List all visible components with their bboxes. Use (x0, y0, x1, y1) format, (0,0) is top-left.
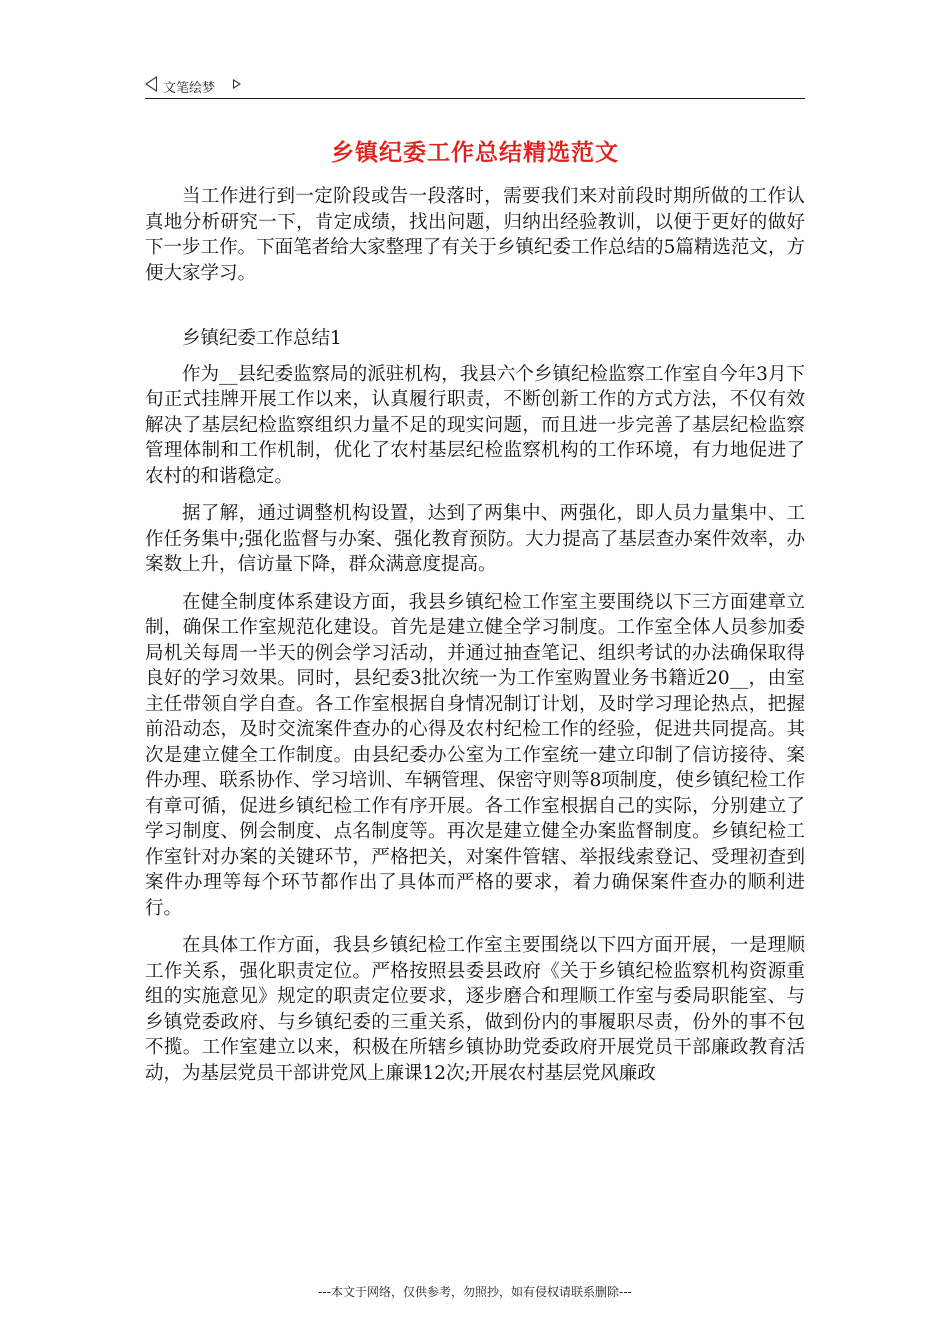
page-footer: ---本文于网络，仅供参考，勿照抄，如有侵权请联系删除--- (318, 1285, 632, 1299)
document-body (145, 184, 805, 1098)
triangle-left-icon (145, 76, 157, 92)
body-paragraph: 据了解，通过调整机构设置，达到了两集中、两强化，即人员力量集中、工作任务集中;强化监督与办案、强化教育预防。大力提高了基层查办案件效率，办案数上升，信访量下降，群众满意度提高。 (145, 503, 805, 575)
body-paragraph: 在具体工作方面，我县乡镇纪检工作室主要围绕以下四方面开展，一是理顺工作关系，强化职责定位。严格按照县委县政府《关于乡镇纪检监察机构资源重组的实施意见》规定的职责定位要求，逐步磨合和理顺工作室与委局职能室、与乡镇党委政府、与乡镇纪委的三重关系，做到份内的事履职尽责，份外的事不包不揽。工作室建立以来，积极在所辖乡镇协助党委政府开展党员干部廉政教育活动，为基层党员干部讲党风上廉课12次;开展农村基层党风廉政 (145, 935, 805, 1084)
body-paragraph: 在健全制度体系建设方面，我县乡镇纪检工作室主要围绕以下三方面建章立制，确保工作室规范化建设。首先是建立健全学习制度。工作室全体人员参加委局机关每周一半天的例会学习活动，并通过抽查笔记、组织考试的办法确保取得良好的学习效果。同时，县纪委3批次统一为工作室购置业务书籍近20__，由室主任带领自学自查。各工作室根据自身情况制订计划，及时学习理论热点，把握前沿动态，及时交流案件查办的心得及农村纪检工作的经验，促进共同提高。其次是建立健全工作制度。由县纪委办公室为工作室统一建立印制了信访接待、案件办理、联系协作、学习培训、车辆管理、保密守则等8项制度，使乡镇纪检工作有章可循，促进乡镇纪检工作有序开展。各工作室根据自己的实际，分别建立了学习制度、例会制度、点名制度等。再次是建立健全办案监督制度。乡镇纪检工作室针对办案的关键环节，严格把关，对案件管辖、举报线索登记、受理初查到案件办理等每个环节都作出了具体而严格的要求，着力确保案件查办的顺利进行。 (145, 591, 805, 919)
body-paragraph: 作为__县纪委监察局的派驻机构，我县六个乡镇纪检监察工作室自今年3月下旬正式挂牌开展工作以来，认真履行职责，不断创新工作的方式方法，不仅有效解决了基层纪检监察组织力量不足的现实问题，而且进一步完善了基层纪检监察管理体制和工作机制，优化了农村基层纪检监察机构的工作环境，有力地促进了农村的和谐稳定。 (145, 363, 805, 487)
document-title: 乡镇纪委工作总结精选范文 (331, 140, 619, 166)
section-heading: 乡镇纪委工作总结1 (182, 328, 342, 349)
header-brand: 文笔绘梦 (163, 81, 216, 96)
intro-paragraph: 当工作进行到一定阶段或告一段落时，需要我们来对前段时期所做的工作认真地分析研究一下，肯定成绩，找出问题，归纳出经验教训，以便于更好的做好下一步工作。下面笔者给大家整理了有关于乡镇纪委工作总结的5篇精选范文，方便大家学习。 (145, 186, 805, 284)
triangle-right-icon (233, 79, 241, 89)
page-header (145, 72, 805, 99)
